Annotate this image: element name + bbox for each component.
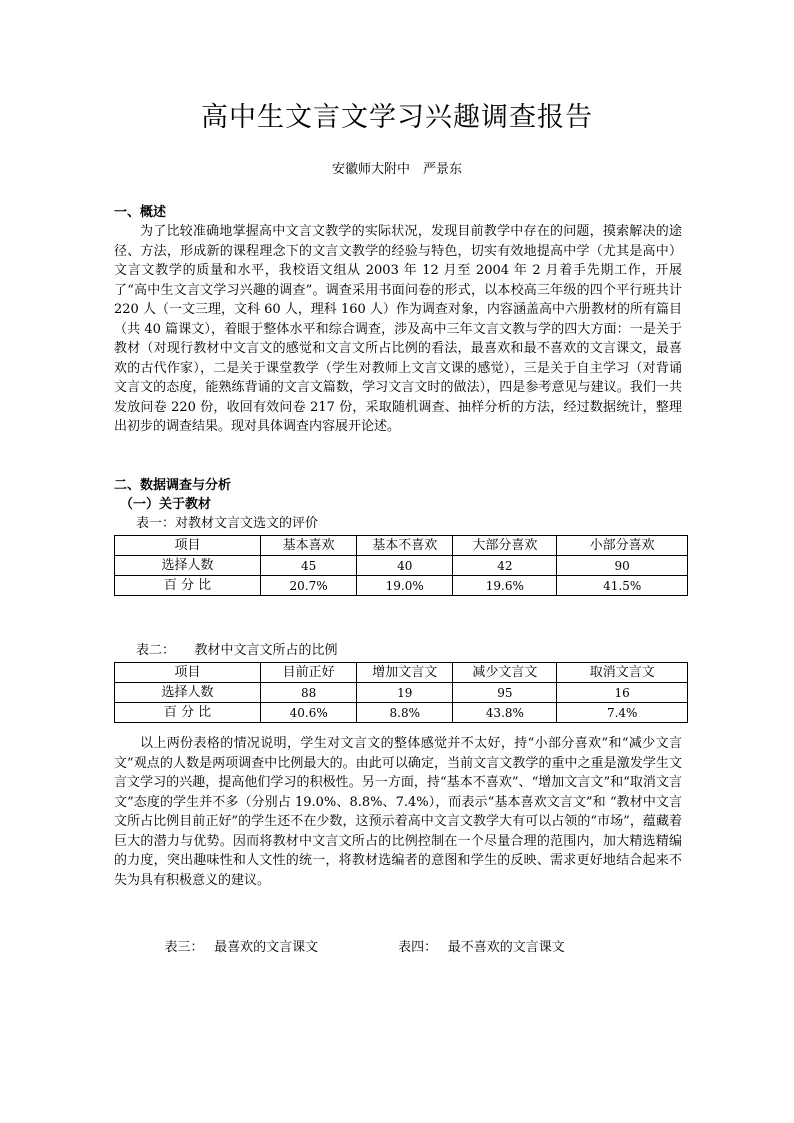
table-cell: 95 — [453, 683, 557, 703]
table-cell: 20.7% — [261, 576, 357, 596]
table-header-cell: 项目 — [115, 663, 261, 683]
table-cell: 43.8% — [453, 703, 557, 723]
table-2-caption: 表二： 教材中文言文所占的比例 — [136, 643, 338, 658]
table-cell: 90 — [557, 556, 688, 576]
subsection-1-heading: （一）关于教材 — [120, 497, 212, 512]
table-header-row — [115, 536, 688, 556]
overview-text: 为了比较准确地掌握高中文言文教学的实际状况，发现目前教学中存在的问题，摸索解决的途径、方法，形成新的课程理念下的文言文教学的经验与特色，切实有效地提高中学（尤其是高中）文言文教学的质量和水平，我校语文组从 2003 年 12 月至 2004 年 2 月着手先期工作，开展了“高中生文言文学习兴趣的调查”。调查采用书面问卷的形式，以本校高三年级的四个平行班共计 220 人（一文三理，文科 60 人，理科 160 人）作为调查对象，内容涵盖高中六册教材的所有篇目（共 40 篇课文），着眼于整体水平和综合调查，涉及高中三年文言文教与学的四大方面：一是关于教材（对现行教材中文言文的感觉和文言文所占比例的看法，最喜欢和最不喜欢的文言课文，最喜欢的古代作家），二是关于课堂教学（学生对教师上文言文课的感觉），三是关于自主学习（对背诵文言文的态度，能熟练背诵的文言文篇数，学习文言文时的做法），四是参考意见与建议。我们一共发放问卷 220 份，收回有效问卷 217 份，采取随机调查、抽样分析的方法，经过数据统计，整理出初步的调查结果。现对具体调查内容展开论述。 — [114, 224, 682, 434]
table-header-cell: 基本不喜欢 — [357, 536, 453, 556]
table-cell: 百 分 比 — [115, 576, 261, 596]
report-title: 高中生文言文学习兴趣调查报告 — [201, 102, 593, 133]
table-cell: 42 — [453, 556, 557, 576]
table-cell: 百 分 比 — [115, 703, 261, 723]
table-cell: 19.6% — [453, 576, 557, 596]
analysis-text: 以上两份表格的情况说明，学生对文言文的整体感觉并不太好，持“小部分喜欢”和“减少文言文”观点的人数是两项调查中比例最大的。由此可以确定，当前文言文教学的重中之重是激发学生文言文学习的兴趣，提高他们学习的积极性。另一方面，持“基本不喜欢”、“增加文言文”和“取消文言文”态度的学生并不多（分别占 19.0%、8.8%、7.4%），而表示“基本喜欢文言文”和 “教材中文言文所占比例目前正好”的学生还不在少数，这预示着高中文言文教学大有可以占领的“市场”，蕴藏着巨大的潜力与优势。因而将教材中文言文所占的比例控制在一个尽量合理的范围内，加大精选精编的力度，突出趣味性和人文性的统一，将教材选编者的意图和学生的反映、需求更好地结合起来不失为具有积极意义的建议。 — [114, 736, 682, 888]
table-header-row — [115, 663, 688, 683]
table-cell: 40.6% — [261, 703, 357, 723]
table-header-cell: 增加文言文 — [357, 663, 453, 683]
table-cell: 7.4% — [557, 703, 688, 723]
table-cell: 40 — [357, 556, 453, 576]
analysis-paragraph — [114, 734, 682, 890]
table-3-4-captions — [148, 918, 565, 978]
table-header-cell: 取消文言文 — [557, 663, 688, 683]
table-2 — [114, 662, 688, 723]
table-row — [115, 683, 688, 703]
table-cell: 88 — [261, 683, 357, 703]
table-cell: 选择人数 — [115, 556, 261, 576]
table-cell: 选择人数 — [115, 683, 261, 703]
table-header-cell: 小部分喜欢 — [557, 536, 688, 556]
table-1 — [114, 535, 688, 596]
table-cell: 19.0% — [357, 576, 453, 596]
table-header-cell: 项目 — [115, 536, 261, 556]
section-2-heading: 二、数据调查与分析 — [114, 478, 232, 493]
table-header-cell: 减少文言文 — [453, 663, 557, 683]
table-header-cell: 目前正好 — [261, 663, 357, 683]
table-4-caption: 表四： 最不喜欢的文言课文 — [398, 940, 565, 955]
table-cell: 45 — [261, 556, 357, 576]
author-line: 安徽师大附中 严景东 — [331, 162, 462, 177]
table-cell: 41.5% — [557, 576, 688, 596]
table-1-caption: 表一：对教材文言文选文的评价 — [136, 516, 319, 531]
table-cell: 8.8% — [357, 703, 453, 723]
table-row — [115, 556, 688, 576]
table-cell: 19 — [357, 683, 453, 703]
table-header-cell: 大部分喜欢 — [453, 536, 557, 556]
table-header-cell: 基本喜欢 — [261, 536, 357, 556]
table-row — [115, 703, 688, 723]
overview-paragraph — [114, 222, 682, 437]
table-3-caption: 表三： 最喜欢的文言课文 — [164, 940, 319, 955]
section-1-heading: 一、概述 — [114, 205, 167, 220]
table-cell: 16 — [557, 683, 688, 703]
table-row — [115, 576, 688, 596]
